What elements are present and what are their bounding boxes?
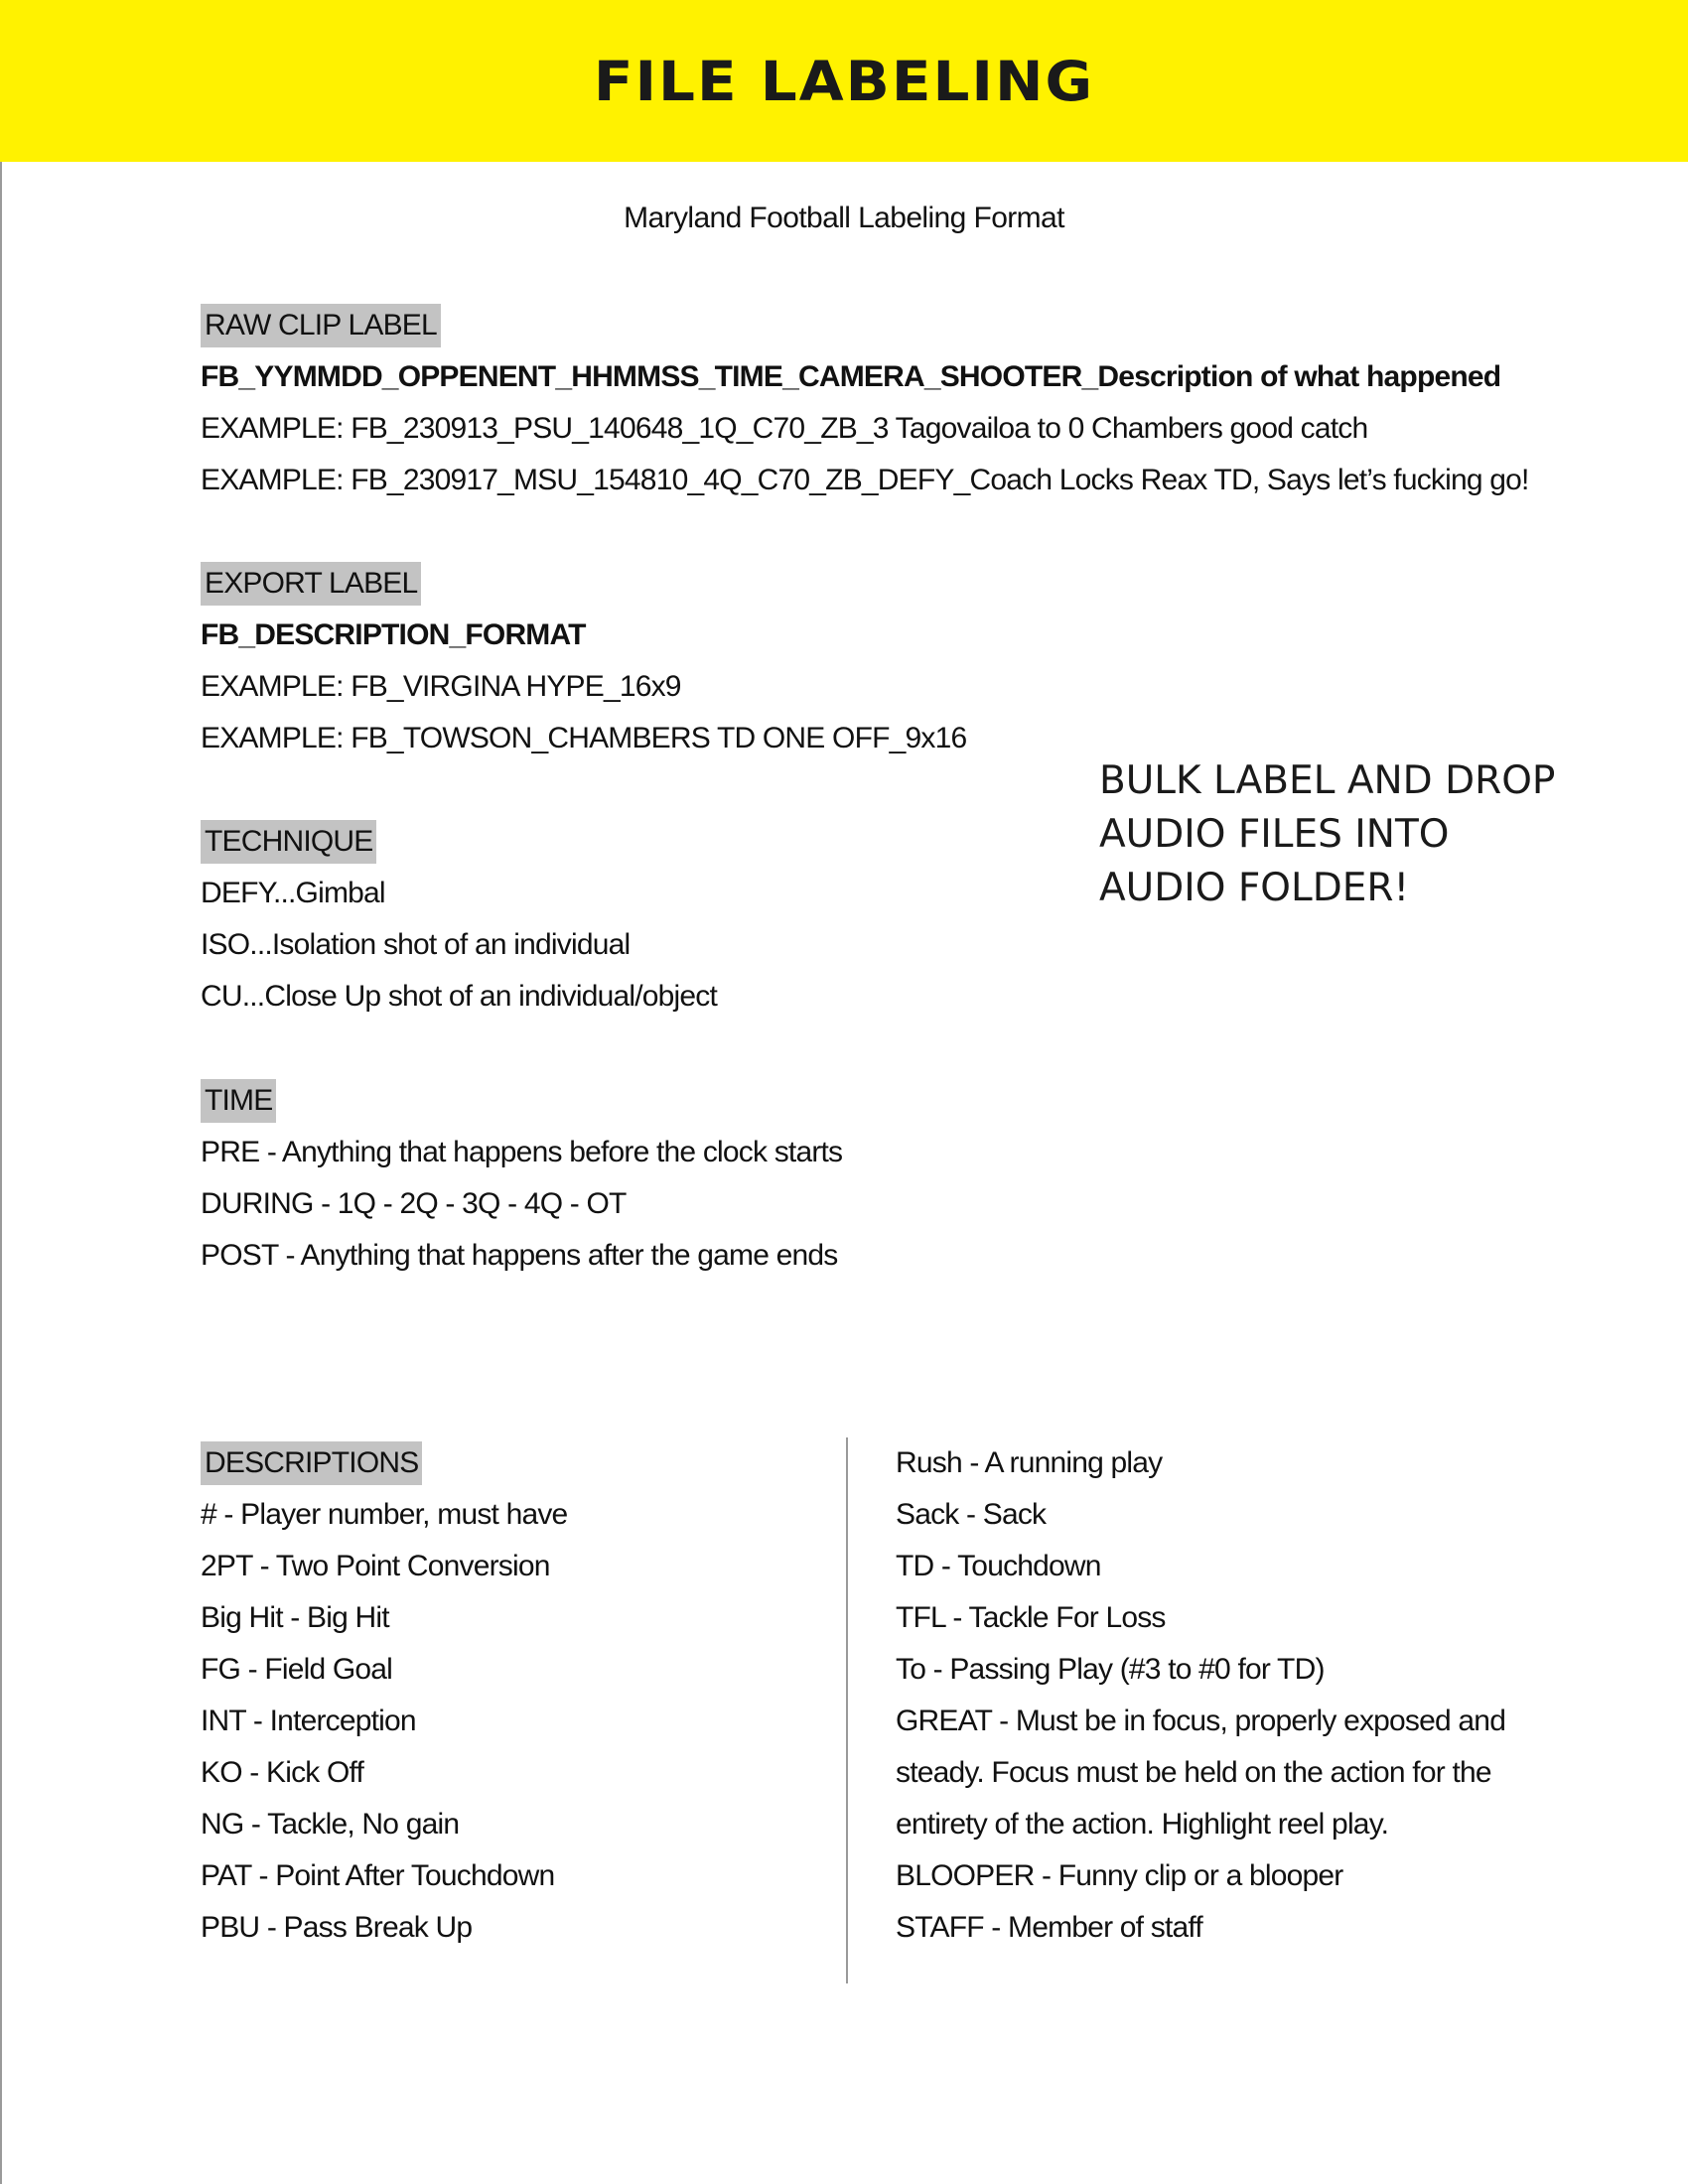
time-section xyxy=(201,1075,842,1282)
description-item: KO - Kick Off xyxy=(201,1756,364,1789)
audio-callout xyxy=(1099,754,1566,915)
export-heading: EXPORT LABEL xyxy=(201,562,421,606)
description-item: GREAT - Must be in focus, properly exposed and xyxy=(896,1705,1506,1737)
technique-item: ISO...Isolation shot of an individual xyxy=(201,928,631,961)
export-format: FB_DESCRIPTION_FORMAT xyxy=(201,618,586,651)
title-banner xyxy=(0,0,1688,162)
export-example: EXAMPLE: FB_TOWSON_CHAMBERS TD ONE OFF_9x16 xyxy=(201,722,967,754)
callout-line: AUDIO FILES INTO xyxy=(1099,812,1450,857)
raw-clip-section xyxy=(201,300,1529,506)
description-item: To - Passing Play (#3 to #0 for TD) xyxy=(896,1653,1325,1686)
time-heading: TIME xyxy=(201,1079,276,1123)
description-item: steady. Focus must be held on the action for the xyxy=(896,1756,1491,1789)
description-item: TFL - Tackle For Loss xyxy=(896,1601,1166,1634)
export-section xyxy=(201,558,966,764)
time-item: PRE - Anything that happens before the clock starts xyxy=(201,1136,843,1168)
description-item: INT - Interception xyxy=(201,1705,416,1737)
descriptions-left-column xyxy=(201,1437,567,1954)
technique-item: DEFY...Gimbal xyxy=(201,877,385,909)
callout-line: AUDIO FOLDER! xyxy=(1099,866,1410,910)
raw-clip-example: EXAMPLE: FB_230917_MSU_154810_4Q_C70_ZB_DEFY_Coach Locks Reax TD, Says let’s fucking go! xyxy=(201,464,1529,496)
raw-clip-example: EXAMPLE: FB_230913_PSU_140648_1Q_C70_ZB_3 Tagovailoa to 0 Chambers good catch xyxy=(201,412,1368,445)
description-item: 2PT - Two Point Conversion xyxy=(201,1550,550,1582)
raw-clip-format: FB_YYMMDD_OPPENENT_HHMMSS_TIME_CAMERA_SHOOTER_Description of what happened xyxy=(201,360,1501,393)
description-item: TD - Touchdown xyxy=(896,1550,1101,1582)
time-item: POST - Anything that happens after the game ends xyxy=(201,1239,838,1272)
descriptions-right-column xyxy=(896,1437,1505,1954)
description-item: PAT - Point After Touchdown xyxy=(201,1859,555,1892)
time-item: DURING - 1Q - 2Q - 3Q - 4Q - OT xyxy=(201,1187,627,1220)
description-item: Sack - Sack xyxy=(896,1498,1047,1531)
description-item: STAFF - Member of staff xyxy=(896,1911,1202,1944)
description-item: NG - Tackle, No gain xyxy=(201,1808,460,1841)
description-item: # - Player number, must have xyxy=(201,1498,568,1531)
export-example: EXAMPLE: FB_VIRGINA HYPE_16x9 xyxy=(201,670,681,703)
page-subtitle: Maryland Football Labeling Format xyxy=(624,202,1064,234)
description-item: BLOOPER - Funny clip or a blooper xyxy=(896,1859,1343,1892)
description-item: Rush - A running play xyxy=(896,1446,1163,1479)
technique-heading: TECHNIQUE xyxy=(201,820,376,864)
callout-line: BULK LABEL AND DROP xyxy=(1099,758,1556,803)
descriptions-heading: DESCRIPTIONS xyxy=(201,1441,422,1485)
technique-section xyxy=(201,816,717,1023)
description-item: Big Hit - Big Hit xyxy=(201,1601,389,1634)
description-item: PBU - Pass Break Up xyxy=(201,1911,473,1944)
page-title: FILE LABELING xyxy=(593,49,1095,113)
technique-item: CU...Close Up shot of an individual/object xyxy=(201,980,718,1013)
raw-clip-heading: RAW CLIP LABEL xyxy=(201,304,441,347)
page-left-rule xyxy=(0,0,2,2184)
description-item: entirety of the action. Highlight reel play. xyxy=(896,1808,1389,1841)
column-divider xyxy=(846,1437,848,1983)
description-item: FG - Field Goal xyxy=(201,1653,393,1686)
